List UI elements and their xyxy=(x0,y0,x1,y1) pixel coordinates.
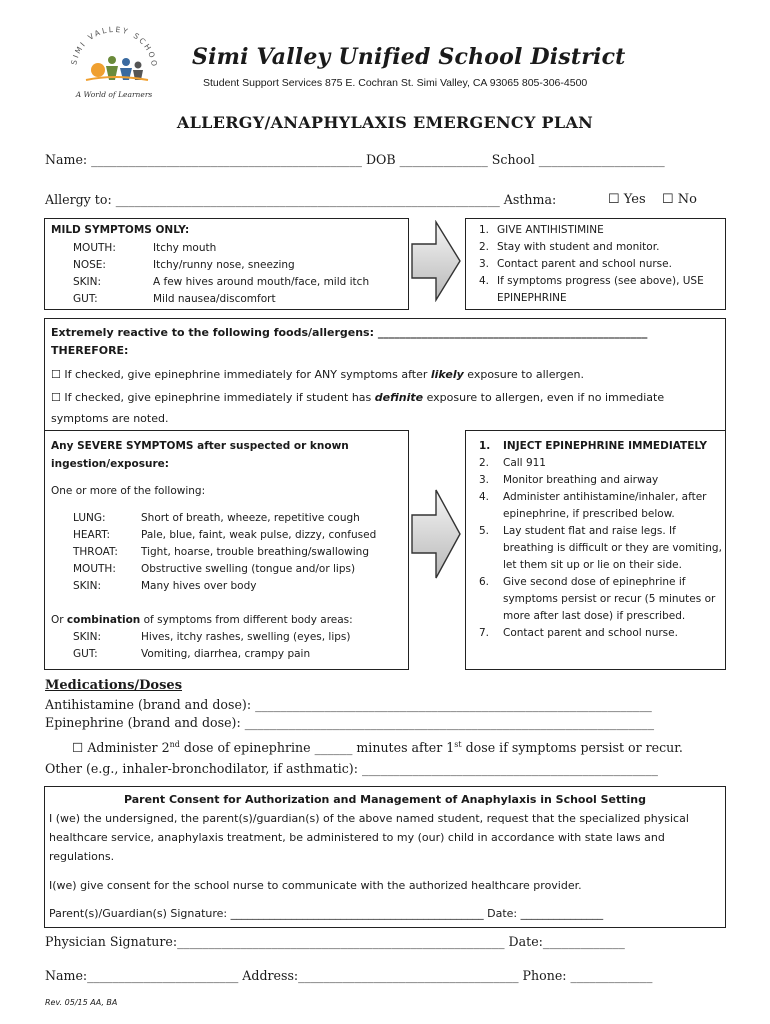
combination-emphasis: combination xyxy=(66,614,141,626)
action-step xyxy=(479,591,722,608)
mild-arrow-icon xyxy=(410,220,462,302)
district-logo xyxy=(68,20,160,102)
action-text: Stay with student and monitor. xyxy=(497,241,660,253)
symptom-description: Mild nausea/discomfort xyxy=(153,293,276,305)
symptom-area: THROAT: xyxy=(73,546,118,558)
medications-heading-text: Medications/Doses xyxy=(45,678,183,693)
action-text: Contact parent and school nurse. xyxy=(497,258,672,270)
checkbox-icon[interactable]: ☐ xyxy=(51,368,61,381)
action-number: 7. xyxy=(479,627,490,639)
symptom-description: Obstructive swelling (tongue and/or lips) xyxy=(141,563,356,575)
consent-paragraph-line3: regulations. xyxy=(49,850,115,863)
second-dose-field[interactable] xyxy=(72,740,683,755)
action-step xyxy=(479,506,722,523)
action-step xyxy=(479,273,704,290)
logo-arc-text: SIMI VALLEY SCHOO xyxy=(69,24,160,69)
action-step xyxy=(479,239,704,256)
symptom-row xyxy=(73,274,369,291)
symptom-row xyxy=(73,544,376,561)
action-step xyxy=(479,557,722,574)
action-step xyxy=(479,625,722,642)
symptom-area: MOUTH: xyxy=(73,242,116,254)
severe-heading-2: ingestion/exposure: xyxy=(51,458,169,470)
option-likely-text-end: exposure to allergen. xyxy=(463,368,585,381)
parent-consent-box xyxy=(44,786,726,928)
symptom-row xyxy=(73,291,369,308)
action-number: 5. xyxy=(479,525,490,537)
symptom-description: Vomiting, diarrhea, crampy pain xyxy=(141,648,311,660)
action-step xyxy=(479,523,722,540)
symptom-area: HEART: xyxy=(73,529,111,541)
second-dose-sup-st: st xyxy=(454,740,462,749)
therefore-label: THEREFORE: xyxy=(51,344,129,357)
medications-heading xyxy=(45,678,182,693)
action-text: Call 911 xyxy=(503,457,546,469)
action-text: let them sit up or lie on their side. xyxy=(503,559,682,571)
mild-actions-box xyxy=(465,218,726,310)
consent-heading: Parent Consent for Authorization and Management of Anaphylaxis in School Setting xyxy=(123,793,647,806)
action-text: If symptoms progress (see above), USE xyxy=(497,275,704,287)
combination-intro xyxy=(51,612,353,629)
consent-communication: I(we) give consent for the school nurse to communicate with the authorized healthcare provider. xyxy=(49,879,582,892)
symptom-row xyxy=(73,527,376,544)
symptom-area: LUNG: xyxy=(73,512,106,524)
option-likely-emphasis: likely xyxy=(430,368,464,381)
option-definite-text-end: exposure to allergen, even if no immediate xyxy=(423,391,665,404)
action-step xyxy=(479,455,722,472)
symptom-row xyxy=(73,240,369,257)
symptom-area: GUT: xyxy=(73,648,98,660)
action-step xyxy=(479,438,722,455)
district-address: Student Support Services 875 E. Cochran St. Simi Valley, CA 93065 805-306-4500 xyxy=(203,77,588,89)
asthma-yes-label: Yes xyxy=(623,192,646,207)
asthma-yes-option[interactable] xyxy=(608,192,646,207)
action-number: 3. xyxy=(479,474,490,486)
symptom-row xyxy=(73,510,376,527)
page-title: ALLERGY/ANAPHYLAXIS EMERGENCY PLAN xyxy=(176,113,594,132)
symptom-area: SKIN: xyxy=(73,580,102,592)
parent-signature-field[interactable]: Parent(s)/Guardian(s) Signature: ______________________________________________ Date: _______________ xyxy=(49,907,604,920)
action-number: 3. xyxy=(479,258,490,270)
second-dose-post: dose if symptoms persist or recur. xyxy=(461,740,683,756)
action-number: 1. xyxy=(479,440,491,452)
physician-info-field[interactable]: Name:________________________ Address:___________________________________ Phone: _____________ xyxy=(45,968,653,983)
action-step xyxy=(479,540,722,557)
symptom-area: GUT: xyxy=(73,293,98,305)
action-step xyxy=(479,489,722,506)
action-step xyxy=(479,574,722,591)
action-step xyxy=(479,472,722,489)
checkbox-icon[interactable]: ☐ xyxy=(72,740,84,756)
action-text: EPINEPHRINE xyxy=(497,292,567,304)
logo-tagline: A World of Learners xyxy=(75,90,153,99)
allergy-asthma-field[interactable]: Allergy to: _____________________________________________________________ Asthma: xyxy=(45,192,557,207)
action-text: Contact parent and school nurse. xyxy=(503,627,678,639)
symptom-row xyxy=(73,257,369,274)
action-text: breathing is difficult or they are vomiting, xyxy=(503,542,722,554)
checkbox-icon[interactable]: ☐ xyxy=(608,192,620,207)
consent-paragraph-line1: I (we) the undersigned, the parent(s)/guardian(s) of the above named student, request that the specialized physical xyxy=(49,812,689,825)
consent-paragraph-line2: healthcare service, anaphylaxis treatment, be administered to my (our) child in accordance with state laws and xyxy=(49,831,665,844)
symptom-description: Pale, blue, faint, weak pulse, dizzy, confused xyxy=(141,529,377,541)
revision-note: Rev. 05/15 AA, BA xyxy=(45,998,118,1007)
action-text: INJECT EPINEPHRINE IMMEDIATELY xyxy=(503,440,708,452)
action-text: Monitor breathing and airway xyxy=(503,474,659,486)
severe-heading-1: Any SEVERE SYMPTOMS after suspected or known xyxy=(51,440,349,452)
action-number: 4. xyxy=(479,491,490,503)
action-text: Give second dose of epinephrine if xyxy=(503,576,686,588)
second-dose-pre: Administer 2 xyxy=(87,740,170,756)
action-step xyxy=(479,290,704,307)
reactive-option-definite-cont: symptoms are noted. xyxy=(51,412,169,425)
action-step xyxy=(479,256,704,273)
other-medication-field[interactable]: Other (e.g., inhaler-bronchodilator, if asthmatic): _______________________________________________ xyxy=(45,761,658,776)
severe-arrow-icon xyxy=(410,488,462,580)
antihistamine-field[interactable]: Antihistamine (brand and dose): _______________________________________________________________ xyxy=(45,697,652,712)
symptom-area: NOSE: xyxy=(73,259,106,271)
name-dob-school-field[interactable]: Name: ___________________________________________ DOB ______________ School ____________________ xyxy=(45,152,665,167)
mild-symptoms-box xyxy=(44,218,409,310)
action-number: 1. xyxy=(479,224,490,236)
epinephrine-field[interactable]: Epinephrine (brand and dose): _________________________________________________________________ xyxy=(45,715,655,730)
symptom-row xyxy=(73,561,376,578)
combination-pre: Or xyxy=(51,614,67,626)
option-definite-emphasis: definite xyxy=(374,391,424,404)
action-number: 6. xyxy=(479,576,490,588)
symptom-area: SKIN: xyxy=(73,631,102,643)
option-likely-text: If checked, give epinephrine immediately for ANY symptoms after xyxy=(64,368,431,381)
symptom-description: Itchy mouth xyxy=(153,242,217,254)
severe-actions-box xyxy=(465,430,726,670)
symptom-area: MOUTH: xyxy=(73,563,116,575)
action-number: 2. xyxy=(479,457,490,469)
severe-symptom-list xyxy=(73,510,376,595)
symptom-description: Itchy/runny nose, sneezing xyxy=(153,259,295,271)
asthma-no-label: No xyxy=(677,192,697,207)
mild-symptom-list xyxy=(73,240,369,308)
severe-intro: One or more of the following: xyxy=(51,485,206,497)
symptom-description: Short of breath, wheeze, repetitive cough xyxy=(141,512,360,524)
symptom-description: A few hives around mouth/face, mild itch xyxy=(153,276,370,288)
district-name: Simi Valley Unified School District xyxy=(192,44,626,70)
action-text: Lay student flat and raise legs. If xyxy=(503,525,676,537)
action-text: GIVE ANTIHISTIMINE xyxy=(497,224,604,236)
action-step xyxy=(479,608,722,625)
reactive-box xyxy=(44,318,726,430)
severe-symptoms-box xyxy=(44,430,409,670)
second-dose-mid: dose of epinephrine ______ minutes after 1 xyxy=(179,740,455,756)
action-number: 2. xyxy=(479,241,490,253)
symptom-description: Hives, itchy rashes, swelling (eyes, lips) xyxy=(141,631,351,643)
symptom-description: Many hives over body xyxy=(141,580,257,592)
logo-graphic xyxy=(68,20,160,102)
action-text: symptoms persist or recur (5 minutes or xyxy=(503,593,716,605)
second-dose-sup-nd: nd xyxy=(169,740,180,749)
combination-post: of symptoms from different body areas: xyxy=(140,614,353,626)
checkbox-icon[interactable]: ☐ xyxy=(662,192,674,207)
action-text: epinephrine, if prescribed below. xyxy=(503,508,675,520)
symptom-row xyxy=(73,646,351,663)
severe-action-list xyxy=(479,438,722,642)
action-number: 4. xyxy=(479,275,490,287)
action-step xyxy=(479,222,704,239)
reactive-option-likely[interactable] xyxy=(51,366,584,383)
option-definite-text: If checked, give epinephrine immediately if student has xyxy=(64,391,375,404)
combination-symptom-list xyxy=(73,629,351,663)
action-text: more after last dose) if prescribed. xyxy=(503,610,686,622)
asthma-no-option[interactable] xyxy=(662,192,697,207)
mild-heading: MILD SYMPTOMS ONLY: xyxy=(51,224,190,236)
action-text: Administer antihistamine/inhaler, after xyxy=(503,491,707,503)
symptom-area: SKIN: xyxy=(73,276,102,288)
mild-action-list xyxy=(479,222,704,307)
symptom-description: Tight, hoarse, trouble breathing/swallowing xyxy=(141,546,369,558)
physician-signature-field[interactable]: Physician Signature:____________________________________________________ Date:_____________ xyxy=(45,934,625,949)
symptom-row xyxy=(73,578,376,595)
reactive-option-definite[interactable] xyxy=(51,389,664,406)
symptom-row xyxy=(73,629,351,646)
checkbox-icon[interactable]: ☐ xyxy=(51,391,61,404)
reactive-heading[interactable]: Extremely reactive to the following foods/allergens: _________________________________________________ xyxy=(51,326,648,339)
